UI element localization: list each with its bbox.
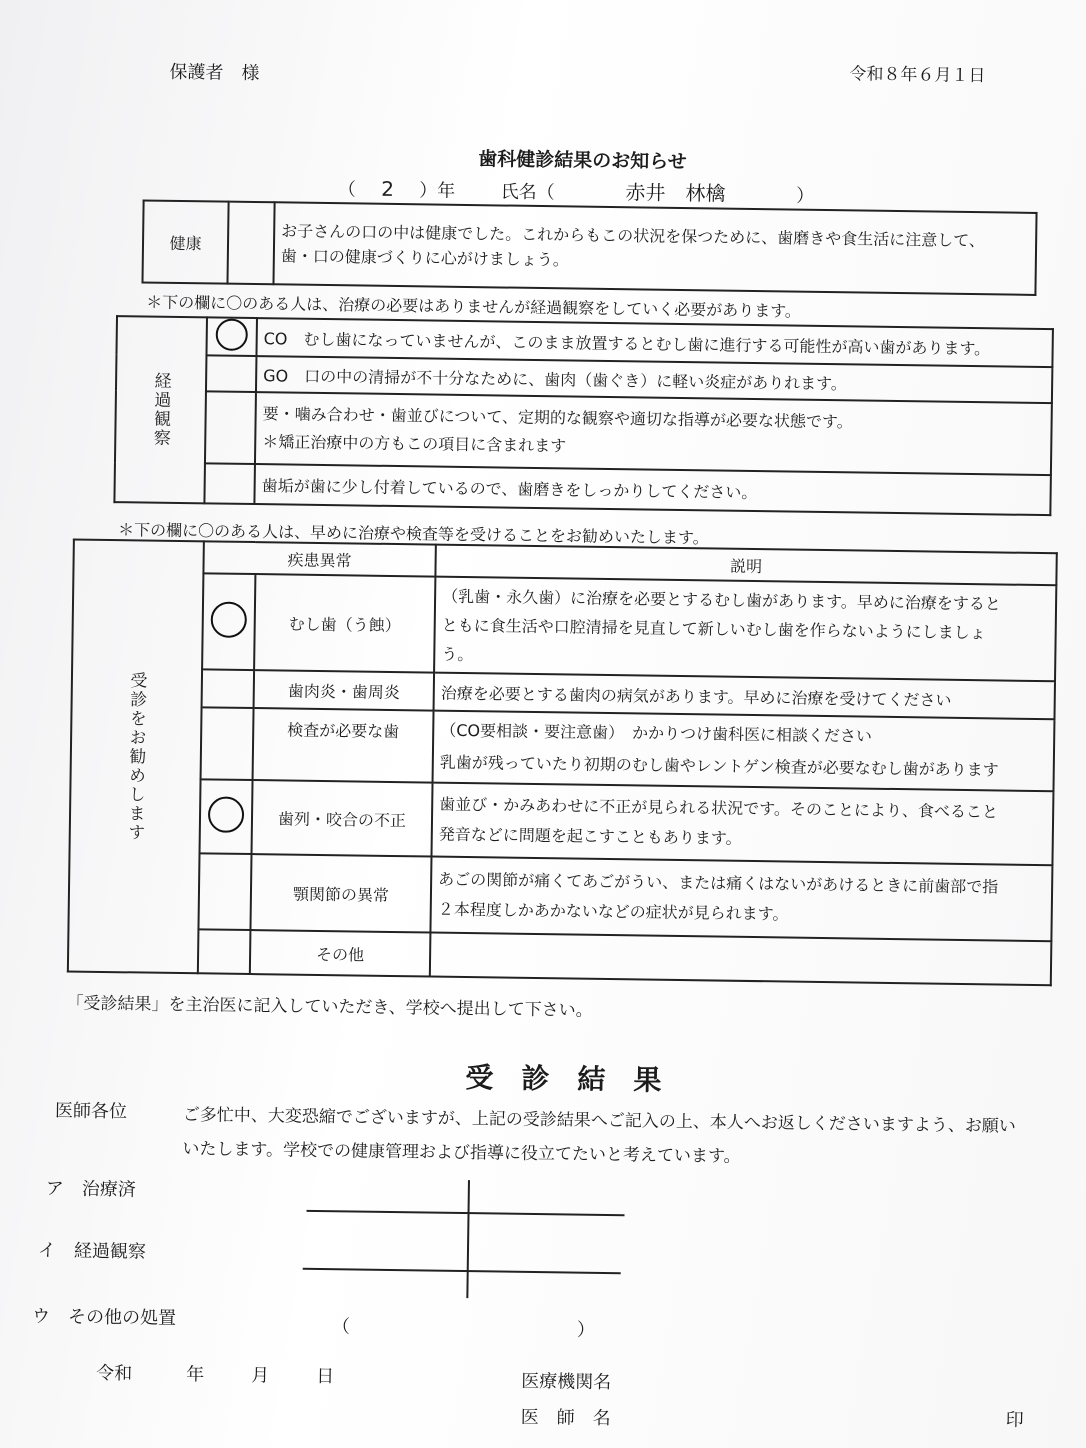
treatment-label-cell	[68, 540, 204, 974]
health-table	[141, 199, 1037, 295]
grade-value: 2	[381, 176, 395, 201]
observation-text-2b: ＊矯正治療中の方もこの項目に含まれます	[262, 432, 567, 456]
disease-desc-3a: 歯並び・かみあわせに不正が見られる状況です。そのことにより、食べること	[439, 794, 999, 822]
treatment-note: ＊下の欄に〇のある人は、早めに治療や検査等を受けることをお勧めいたします。	[117, 520, 709, 548]
circle-mark	[208, 796, 244, 832]
disease-desc-2a: （CO要相談・要注意歯） かかりつけ歯科医に相談ください	[440, 720, 873, 746]
option-u[interactable]: ウ その他の処置	[31, 1306, 177, 1330]
disease-name-4: 顎関節の異常	[250, 854, 431, 933]
disease-desc-0b: ともに食生活や口腔清掃を見直して新しいむし歯を作らないようにしましょ	[441, 615, 986, 642]
health-label: 健康	[142, 200, 228, 283]
other-paren-open: （	[331, 1316, 351, 1338]
observation-mark-0[interactable]	[206, 317, 257, 356]
observation-text-3: 歯垢が歯に少し付着しているので、歯磨きをしっかりしてください。	[254, 464, 1050, 515]
option-i[interactable]: イ 経過観察	[37, 1240, 147, 1263]
disease-desc-5[interactable]	[430, 933, 1052, 986]
date: 令和８年６月１日	[849, 64, 986, 87]
circle-mark	[211, 601, 247, 637]
treatment-mark-0[interactable]	[202, 573, 255, 670]
observation-note: ＊下の欄に〇のある人は、治療の必要はありませんが経過観察をしていく必要があります。	[146, 292, 802, 321]
result-message-2: いたします。学校での健康管理および指導に役立てたいと考えています。	[182, 1139, 741, 1167]
treatment-mark-1[interactable]	[202, 669, 255, 708]
option-a[interactable]: ア 治療済	[45, 1178, 136, 1201]
document-title: 歯科健診結果のお知らせ	[478, 148, 687, 174]
grade-open: （	[337, 179, 356, 201]
treatment-table	[67, 539, 1058, 987]
treatment-mark-4[interactable]	[198, 853, 251, 930]
treatment-mark-5[interactable]	[198, 929, 251, 974]
header-description: 説明	[435, 545, 1056, 586]
disease-desc-0a: （乳歯・永久歯）に治療を必要とするむし歯があります。早めに治療をすると	[442, 586, 1001, 613]
observation-text-1: GO 口の中の清掃が不十分なために、歯肉（歯ぐき）に軽い炎症がありれます。	[256, 356, 1052, 403]
observation-mark-3[interactable]	[204, 463, 255, 504]
seal-label: 印	[1005, 1409, 1024, 1431]
other-paren-close: ）	[576, 1319, 596, 1341]
recipient: 保護者 様	[169, 61, 260, 85]
treatment-mark-2[interactable]	[201, 707, 254, 780]
treatment-mark-3[interactable]	[200, 779, 253, 854]
date-era: 令和	[96, 1362, 133, 1385]
result-message-1: ご多忙中、大変恐縮でございますが、上記の受診結果へご記入の上、本人へお返しくださいますよう、お願い	[182, 1105, 1016, 1137]
grade-close: ）年	[419, 180, 456, 202]
disease-name-0: むし歯（う蝕）	[254, 574, 435, 673]
treatment-label: 受診をお勧めします	[124, 670, 147, 843]
disease-desc-4a: あごの関節が痛くてあごがうい、または痛くはないがあけるときに前歯部で指	[438, 869, 999, 897]
header-disease: 疾患異常	[203, 541, 435, 576]
doctor-label: 医 師 名	[520, 1406, 611, 1430]
date-year[interactable]: 年	[186, 1364, 205, 1386]
disease-name-2: 検査が必要な歯	[253, 708, 434, 783]
answer-divider	[466, 1180, 470, 1298]
disease-desc-1: 治療を必要とする歯肉の病気があります。早めに治療を受けてください	[434, 673, 1055, 720]
disease-desc-3b: 発音などに問題を起こすこともあります。	[438, 824, 742, 848]
submit-note: 「受診結果」を主治医に記入していただき、学校へ提出して下さい。	[66, 993, 593, 1021]
answer-line-i[interactable]	[303, 1268, 621, 1274]
result-title: 受 診 結 果	[465, 1061, 662, 1097]
observation-text-2: 要・噛み合わせ・歯並びについて、定期的な観察や適切な指導が必要な状態です。	[262, 404, 853, 432]
date-month[interactable]: 月	[251, 1365, 270, 1387]
answer-line-a[interactable]	[307, 1210, 625, 1216]
health-mark-cell[interactable]	[227, 202, 274, 285]
result-message	[182, 1098, 1016, 1178]
disease-name-1: 歯肉炎・歯周炎	[254, 670, 435, 711]
observation-table	[113, 315, 1054, 516]
date-day[interactable]: 日	[316, 1365, 335, 1388]
circle-mark	[216, 318, 248, 350]
document	[20, 30, 1049, 1444]
name-close: ）	[796, 185, 815, 207]
name-label: 氏名（	[500, 181, 555, 204]
health-text-1: お子さんの口の中は健康でした。これからもこの状況を保つために、歯磨きや食生活に注意して、	[281, 221, 985, 251]
clinic-label: 医療機関名	[521, 1370, 612, 1394]
disease-name-3: 歯列・咬合の不正	[252, 780, 433, 857]
observation-mark-2[interactable]	[205, 391, 256, 464]
disease-desc-2b: 乳歯が残っていたり初期のむし歯やレントゲン検査が必要なむし歯があります	[439, 752, 999, 780]
observation-mark-1[interactable]	[206, 355, 256, 392]
disease-desc-0c: う。	[441, 644, 474, 664]
observation-text-0: CO むし歯になっていませんが、このまま放置するとむし歯に進行する可能性が高い歯があります。	[256, 318, 1052, 367]
observation-label: 経過観察	[149, 371, 171, 448]
disease-desc-4b: ２本程度しかあかないなどの症状が見られます。	[437, 899, 789, 924]
result-to: 医師各位	[54, 1100, 128, 1123]
observation-label-cell	[114, 316, 207, 503]
student-name: 赤井 林檎	[625, 180, 726, 206]
health-text-2: 歯・口の健康づくりに心がけましょう。	[280, 246, 569, 270]
disease-name-5: その他	[250, 930, 431, 977]
